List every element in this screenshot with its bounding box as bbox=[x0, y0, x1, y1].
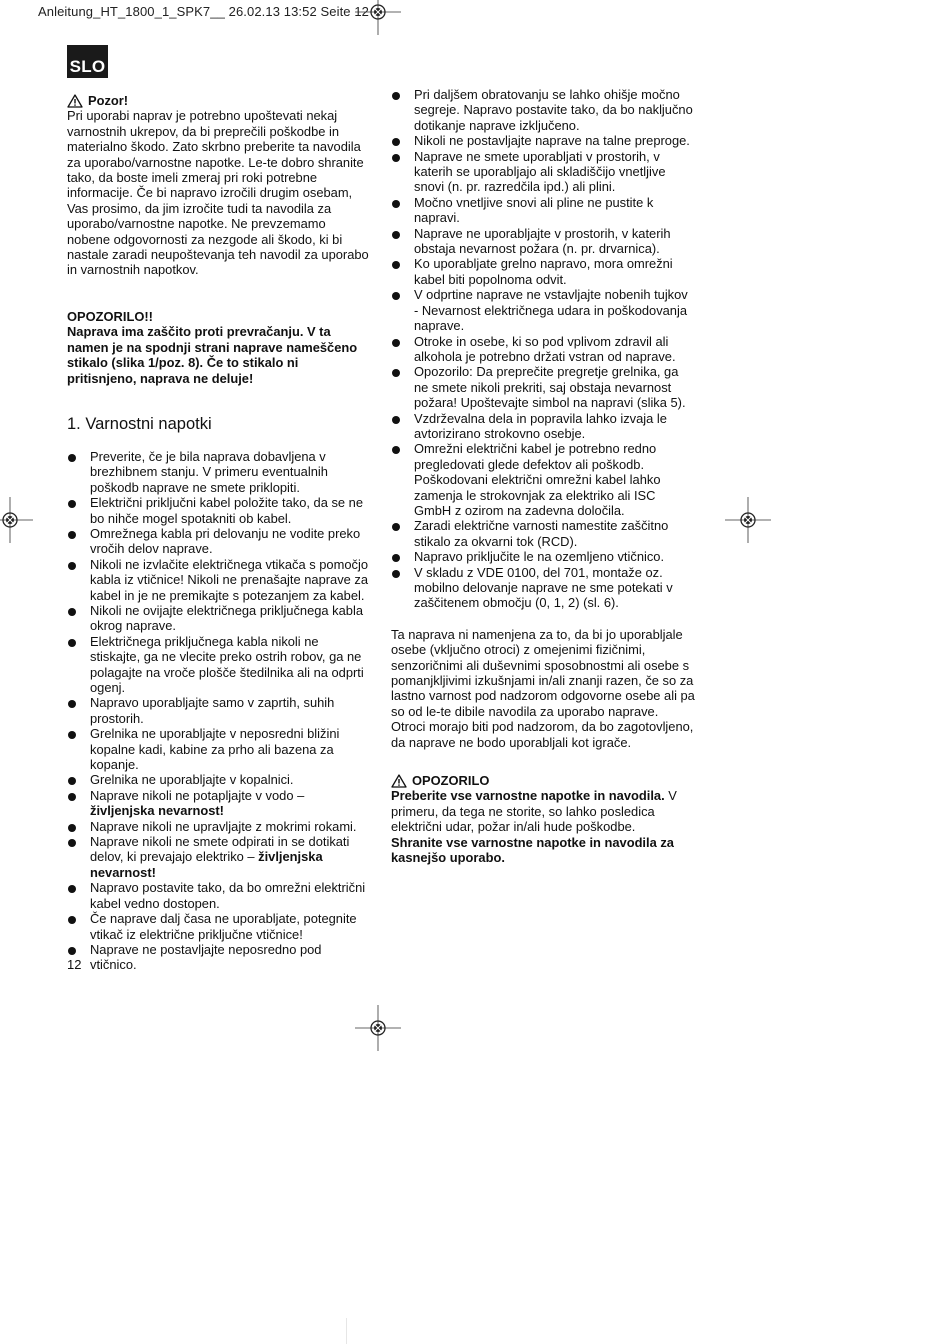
list-item: Naprave ne smete uporabljati v prostorih, v katerih se uporabljajo ali skladiščijo vnetljive snovi (n. pr. razredčila ipd.) ali plini. bbox=[391, 149, 695, 195]
list-item bbox=[67, 695, 369, 726]
list-item-text: Preverite, če je bila naprava dobavljena v brezhibnem stanju. V primeru eventualnih poškodb naprave ne smete priklopiti. bbox=[90, 448, 328, 495]
list-item bbox=[67, 526, 369, 557]
list-item: Otroke in osebe, ki so pod vplivom zdravil ali alkohola je potrebno držati vstran od naprave. bbox=[391, 334, 695, 365]
list-item bbox=[67, 834, 369, 880]
warning-text bbox=[391, 788, 695, 834]
list-item bbox=[67, 911, 369, 942]
list-item bbox=[67, 603, 369, 634]
registration-mark-top bbox=[355, 0, 401, 35]
right-bullet-list bbox=[391, 87, 695, 611]
list-item: Vzdrževalna dela in popravila lahko izvaja le avtorizirano strokovno osebje. bbox=[391, 411, 695, 442]
pozor-title: Pozor! bbox=[88, 93, 129, 108]
list-item-text: Napravo uporabljajte samo v zaprtih, suhih prostorih. bbox=[90, 695, 335, 726]
left-column bbox=[67, 93, 369, 973]
warning-bold-2: Shranite vse varnostne napotke in navodila za kasnejšo uporabo. bbox=[391, 834, 674, 866]
list-item bbox=[67, 557, 369, 603]
registration-mark-left bbox=[0, 497, 33, 543]
list-item bbox=[67, 788, 369, 819]
list-item: Ko uporabljate grelno napravo, mora omrežni kabel biti popolnoma odvit. bbox=[391, 256, 695, 287]
registration-mark-right bbox=[725, 497, 771, 543]
list-item-text: Napravo postavite tako, da bo omrežni električni kabel vedno dostopen. bbox=[90, 880, 366, 911]
section-heading: 1. Varnostni napotki bbox=[67, 414, 212, 433]
list-item: V odprtine naprave ne vstavljajte nobenih tujkov - Nevarnost električnega udara in poškodovanja naprave. bbox=[391, 287, 695, 333]
list-item-text: Nikoli ne ovijajte električnega priključnega kabla okrog naprave. bbox=[90, 602, 364, 634]
list-item-text: Grelnika ne uporabljajte v kopalnici. bbox=[90, 772, 294, 788]
list-item-bold: življenjska nevarnost! bbox=[90, 849, 323, 880]
opozorilo-text: Naprava ima zaščito proti prevračanju. V ta namen je na spodnji strani naprave nameščeno stikalo (slika 1/poz. 8). Če to stikalo ni pritisnjeno, naprava ne deluje! bbox=[67, 324, 358, 386]
list-item: Nikoli ne postavljajte naprave na talne preproge. bbox=[391, 133, 695, 148]
list-item bbox=[67, 819, 369, 834]
warning-body: V primeru, da tega ne storite, so lahko posledica električni udar, požar in/ali hude poškodbe. bbox=[391, 788, 677, 835]
list-item: Zaradi električne varnosti namestite zaščitno stikalo za okvarni tok (RCD). bbox=[391, 518, 695, 549]
list-item bbox=[67, 449, 369, 495]
list-item-text: Naprave ne postavljajte neposredno pod vtičnico. bbox=[90, 941, 322, 973]
list-item bbox=[67, 942, 369, 973]
list-item-text: Naprave nikoli ne potapljajte v vodo – bbox=[90, 787, 305, 803]
warning-triangle-icon bbox=[67, 94, 83, 108]
list-item: Močno vnetljive snovi ali pline ne pustite k napravi. bbox=[391, 195, 695, 226]
pozor-text: Pri uporabi naprav je potrebno upoštevati nekaj varnostnih ukrepov, da bi preprečili poškodbe in materialno škodo. Zato skrbno preberite ta navodila za uporabo/varnostne napotke. Le-te dobro shranite tako, da boste imeli zmeraj pri roki potrebne informacije. Če bi napravo izročili drugim osebam, Vas prosimo, da jim izročite tudi ta navodila za uporabo/varnostne napotke. Ne prevzemamo nobene odgovornosti za nezgode ali škodo, ki bi nastale zaradi neupoštevanja teh navodil za uporabo in varnostnih napotkov. bbox=[67, 108, 369, 278]
warning-title: OPOZORILO bbox=[412, 773, 490, 789]
list-item-text: Naprave nikoli ne smete odpirati in se dotikati delov, ki prevajajo elektriko – bbox=[90, 834, 350, 865]
list-item: Napravo priključite le na ozemljeno vtičnico. bbox=[391, 549, 695, 564]
language-tag: SLO bbox=[67, 45, 108, 78]
list-item-text: Električni priključni kabel položite tako, da se ne bo nihče mogel spotakniti ob kabel. bbox=[90, 495, 363, 526]
list-item: Pri daljšem obratovanju se lahko ohišje močno segreje. Napravo postavite tako, da bo naključno dotikanje naprave izključeno. bbox=[391, 87, 695, 133]
pozor-heading bbox=[67, 93, 369, 108]
list-item-text: Grelnika ne uporabljajte v neposredni bližini kopalne kadi, kabine za prho ali bazena za kopanje. bbox=[90, 726, 340, 773]
list-item: Opozorilo: Da preprečite pregretje grelnika, ga ne smete nikoli prekriti, saj obstaja nevarnost požara! Upoštevajte simbol na napravi (slika 5). bbox=[391, 364, 695, 410]
opozorilo-title: OPOZORILO!! bbox=[67, 308, 153, 324]
list-item bbox=[67, 772, 369, 787]
list-item bbox=[67, 726, 369, 772]
list-item-text: Električnega priključnega kabla nikoli ne stiskajte, ga ne vlecite preko ostrih robov, ga ne polagajte na vroče plošče štedilnika ali na odprti ogenj. bbox=[90, 633, 364, 695]
list-item: Naprave ne uporabljajte v prostorih, v katerih obstaja nevarnost požara (n. pr. drvarnica). bbox=[391, 226, 695, 257]
page-number: 12 bbox=[67, 957, 82, 972]
registration-mark-bottom bbox=[355, 1005, 401, 1051]
print-header: Anleitung_HT_1800_1_SPK7__ 26.02.13 13:52 Seite 12 bbox=[38, 4, 369, 19]
list-item-bold: življenjska nevarnost! bbox=[90, 803, 224, 819]
list-item bbox=[67, 880, 369, 911]
list-item bbox=[67, 634, 369, 696]
list-item: Omrežni električni kabel je potrebno redno pregledovati glede defektov ali poškodb. Poškodovani električni omrežni kabel lahko zamenja le strokovnjak za elektriko ali ISC GmbH z ozirom na zadevna določila. bbox=[391, 441, 695, 518]
list-item: V skladu z VDE 0100, del 701, montaže oz. mobilno delovanje naprave ne sme potekati v zaščitenem območju (0, 1, 2) (sl. 6). bbox=[391, 565, 695, 611]
list-item-text: Nikoli ne izvlačite električnega vtikača s pomočjo kabla iz vtičnice! Nikoli ne prenašajte naprave za kabel in je ne premikajte s potezanjem za kabel. bbox=[90, 556, 369, 603]
list-item-text: Naprave nikoli ne upravljajte z mokrimi rokami. bbox=[90, 818, 357, 834]
right-column bbox=[391, 87, 695, 866]
scan-artifact-line bbox=[346, 1318, 347, 1344]
left-bullet-list bbox=[67, 449, 369, 973]
list-item bbox=[67, 495, 369, 526]
warning-triangle-icon bbox=[391, 774, 407, 788]
warning-bold-1: Preberite vse varnostne napotke in navodila. bbox=[391, 788, 665, 804]
list-item-text: Če naprave dalj časa ne uporabljate, potegnite vtikač iz električne priključne vtičnice! bbox=[90, 911, 357, 942]
children-notice: Ta naprava ni namenjena za to, da bi jo uporabljale osebe (vključno otroci) z omejenimi fizičnimi, senzoričnimi ali duševnimi sposobnostmi ali osebe s pomanjkljivimi izkušnjami in/ali znanji razen, če so za lastno varnost pod nadzorom odgovorne osebe ali pa so od le-te dibile navodila za uporabo naprave. Otroci morajo biti pod nadzorom, da bo zagotovljeno, da naprave ne bodo uporabljali kot igrače. bbox=[391, 626, 695, 750]
list-item-text: Omrežnega kabla pri delovanju ne vodite preko vročih delov naprave. bbox=[90, 525, 361, 557]
warning-heading bbox=[391, 773, 695, 788]
